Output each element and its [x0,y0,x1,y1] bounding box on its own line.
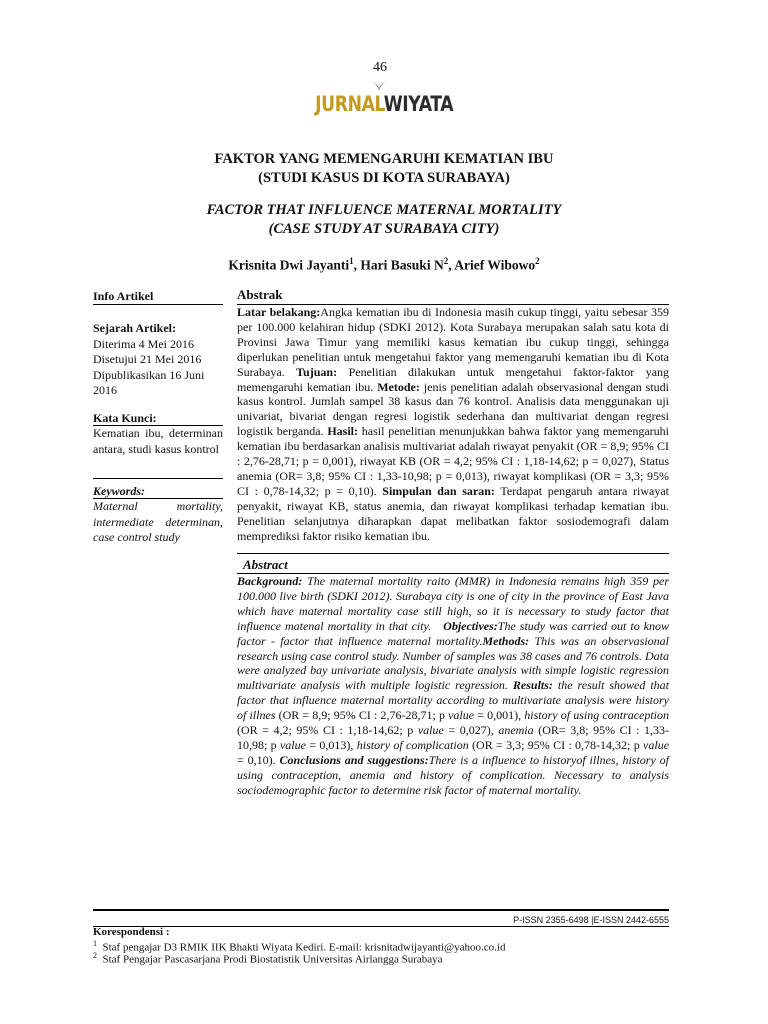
journal-name-part1: JURNAL [314,92,384,116]
journal-name-part2: WIYATA [383,92,454,116]
author-name: Krisnita Dwi Jayanti [228,257,350,273]
footer-divider [93,909,669,911]
abstrak-simpulan-text: Terdapat pengaruh antara riwayat penyakit, riwayat KB, status anemia, dan riwayat komplikasi terhadap kematian ibu. Penelitian selanjutnya diharapkan dapat melibatkan faktor sosiodemografi dalam memprediksi faktor risiko kematian ibu. [237,483,669,543]
abstract-results-value: value [417,723,444,738]
info-divider [93,304,223,305]
abstract-objectives-text: The study was carried out to know factor - factor that influence maternal mortality. [237,618,670,648]
abstrak-hasil-text: hasil penelitian menunjukkan bahwa faktor yang memengaruhi kematian ibu berdasarkan analisis multivariat adalah riwayat penyakit (OR = 8,9; 95% CI : 2,76-28,71; p = 0,001), riwayat KB (OR = 4,2; 95% CI : 1,18-14,62; p = 0,027), Status anemia (OR= 3,8; 95% CI : 1,33-10,98; p = 0,013), riwayat komplikasi (OR = 3,3; 95% CI : 0,78-14,32; p = 0,10). [237,424,670,498]
author-list: Krisnita Dwi Jayanti$^1$, Hari Basuki $N^2$, Arief Wibowo$^2$ [228,256,540,273]
abstract-results-stat: (OR= 3,8; 95% CI : 1,33-10,98; p [237,723,670,752]
footnote-marker: 1 [93,939,97,948]
kata-kunci-bottom-divider [93,478,223,479]
abstrak-bottom-divider [237,553,669,554]
abstract-heading: Abstract [243,557,288,572]
abstract-conclusions-label: Conclusions and suggestions: [279,752,429,767]
journal-logo [0,80,768,116]
abstract-results-stat: = 0,10). [237,752,276,767]
approved-date: Disetujui 21 Mei 2016 [93,352,202,366]
page-number: 46 [373,60,387,75]
abstract-results-value: value [448,708,475,723]
abstract-results-stat: (OR = 3,3; 95% CI : 0,78-14,32; p [472,737,640,752]
kata-kunci-heading: Kata Kunci: [93,411,157,425]
abstract-methods-text: This was an observasional research using case control study. Number of samples was 38 cases and 76 controls. Data were analyzed bay univariate analysis, bivariate analysis with simple logistic regression multivariate analysis with multiple logistic regression. [237,633,670,693]
abstract-objectives-label: Objectives: [443,618,498,633]
author-name: Hari Basuki N [360,257,444,273]
abstrak-heading: Abstrak [237,287,283,302]
correspondence-heading: Korespondensi : [93,926,170,938]
author-affiliation: 2 [443,256,449,266]
footnote-text: Staf Pengajar Pascasarjana Prodi Biostatistik Universitas Airlangga Surabaya [102,953,443,966]
title-english [0,201,768,239]
abstract-results-text: anemia [498,723,534,738]
abstrak-metode-text: jenis penelitian adalah observasional dengan studi kasus kontrol. Jumlah sampel 38 kasus dan 76 kontrol. Analisis data menggunakan uji univariat, bivariat dengan regresi logistik sederhana dan multivariat dengan regresi logistik berganda. [237,379,670,439]
footnote-text: Staf pengajar D3 RMIK IIK Bhakti Wiyata Kediri. E-mail: krisnitadwijayanti@yahoo.co.id [102,941,506,954]
abstract-results-stat: = 0,013), [309,737,354,752]
author-name: Arief Wibowo [454,257,536,273]
abstrak-hasil-label: Hasil: [327,424,358,439]
title-id-line1: FAKTOR YANG MEMENGARUHI KEMATIAN IBU [214,151,554,167]
abstract-background-text: The maternal mortality raito (MMR) in Indonesia remains high 359 per 100.000 live birth (SDKI 2012). Surabaya city is one of city in the province of East Java which have maternal mortality case still high, so it is necessary to study factor that influence matenal mortality in that city. [237,574,670,633]
abstract-methods-label: Methods: [482,633,530,648]
abstrak-simpulan-label: Simpulan dan saran: [382,483,495,498]
footnote-2 [93,950,673,966]
author-affiliation: 1 [349,256,354,266]
abstract-results-value: value [643,737,670,752]
kata-kunci-text: Kematian ibu, determinan antara, studi kasus kontrol [93,426,223,456]
abstract-background-label: Background: [237,574,303,588]
abstract-body [237,574,669,798]
logo-mark-icon [364,80,394,92]
received-date: Diterima 4 Mei 2016 [93,336,194,351]
abstrak-body [237,305,669,544]
abstract-results-stat: (OR = 8,9; 95% CI : 2,76-28,71; p [278,708,445,723]
article-history [93,321,223,399]
title-indonesian [0,150,768,188]
keywords-text: Maternal mortality, intermediate determinan, case control study [93,499,223,544]
abstrak-background-label: Latar belakang: [237,305,321,319]
abstrak-tujuan-text: Penelitian dilakukan untuk mengetahui faktor-faktor yang memengaruhi kematian ibu. [237,364,670,394]
abstract-conclusions-text: There is a influence to historyof illnes, history of using contraception, anemia and history of complication. Necessary to analysis sociodemographic factor to determine risk factor of maternal mortality. [237,752,669,797]
abstrak-tujuan-label: Tujuan: [296,364,338,379]
abstract-results-value: value [279,737,306,752]
abstrak-background-text: Angka kematian ibu di Indonesia masih cukup tinggi, yaitu sebesar 359 per 100.000 kelahiran hidup (SDKI 2012). Kota Surabaya merupakan salah satu kota di Provinsi Jawa Timur yang memiliki kasus kematian ibu cukup tinggi, sehingga diperlukan penelitian untuk mengetahui faktor yang memengaruhi kematian ibu di Kota Surabaya. [237,305,670,379]
title-en-line1: FACTOR THAT INFLUENCE MATERNAL MORTALITY [206,202,562,218]
abstract-results-stat: = 0,001), [477,708,522,723]
keywords-heading: Keywords: [93,484,145,498]
abstract-results-stat: = 0,027), [448,723,494,738]
abstrak-metode-label: Metode: [377,379,420,394]
abstract-results-text: the result showed that factor that influence maternal mortality according to multivariate analysis were history of illnes [237,678,670,723]
history-heading: Sejarah Artikel: [93,321,176,335]
footnote-marker: 2 [93,951,97,960]
title-id-line2: (STUDI KASUS DI KOTA SURABAYA) [258,170,510,186]
info-heading: Info Artikel [93,289,154,303]
title-en-line2: (CASE STUDY AT SURABAYA CITY) [268,221,500,237]
abstract-results-text: history of complication [356,737,469,752]
issn-label: P-ISSN 2355-6498 |E-ISSN 2442-6555 [513,915,669,925]
abstract-results-stat: (OR = 4,2; 95% CI : 1,18-14,62; p [237,723,414,738]
abstract-results-label: Results: [512,678,553,693]
abstract-results-text: history of using contraception [524,708,670,723]
published-date: Dipublikasikan 16 Juni 2016 [93,367,205,397]
author-affiliation: 2 [535,256,540,266]
